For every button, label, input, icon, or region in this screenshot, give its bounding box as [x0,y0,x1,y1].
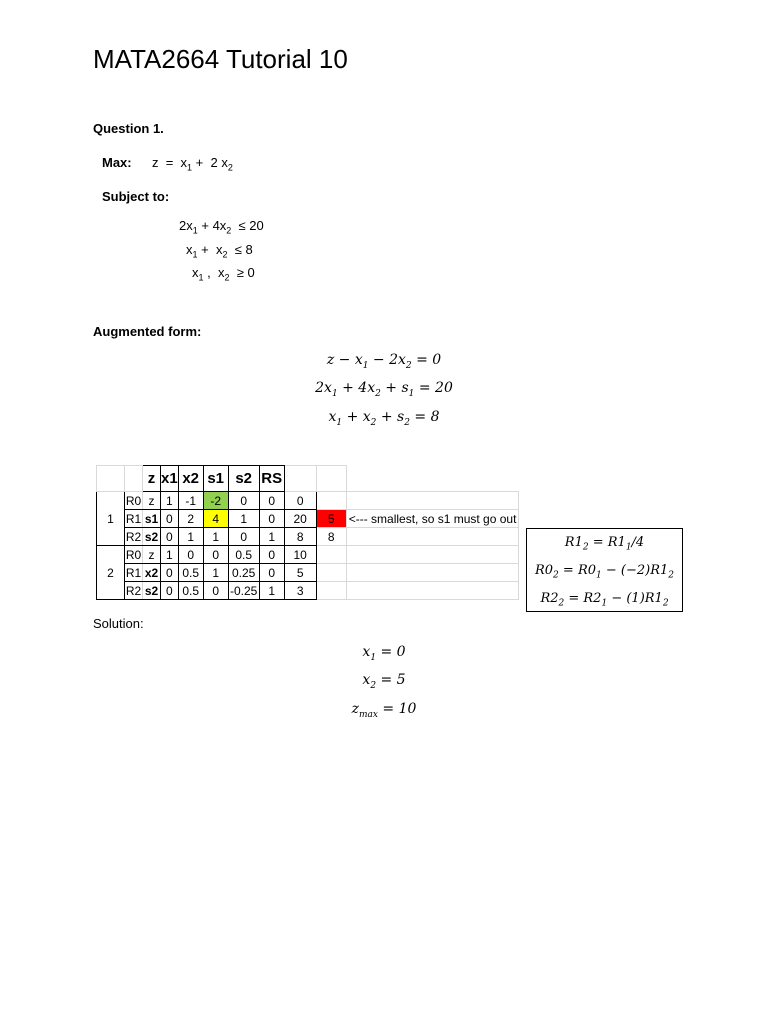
subject-to-label: Subject to: [102,189,170,204]
column-header-z: z [143,466,161,492]
iteration-label: 1 [97,492,125,546]
row-operations-box [526,528,683,612]
row-label: R0 [125,493,142,508]
row-label: R2 [125,529,142,544]
cell-rs: 20 [284,510,316,528]
cell-s1: 0 [228,492,259,510]
augmented-eq-1: $z - x_1 - 2x_2 = 0$ [326,352,442,371]
tableau-row [97,528,519,546]
row-label: R2 [125,583,142,598]
basic-variable: s1 [143,510,161,528]
column-header-s2: s2 [228,466,259,492]
cell-rs: 3 [284,582,316,600]
cell-s1: 0.5 [228,546,259,564]
cell-s2: 0 [259,546,284,564]
page-title: MATA2664 Tutorial 10 [93,44,348,74]
ratio-note [346,492,518,510]
cell-z: 0 [161,528,179,546]
cell-s1: 1 [228,510,259,528]
basic-variable: s2 [143,528,161,546]
cell-x1: 0.5 [178,582,203,600]
row-op-1: $R1_2 = R1_1/4$ [564,535,645,553]
ratio-cell [316,582,346,600]
tableau-table [96,465,519,600]
cell-z: 0 [161,582,179,600]
column-header-x1: x1 [161,466,179,492]
constraint-nonneg: $x_1$ , $x_2 \ge 0$ [192,265,255,283]
ratio-note [346,582,518,600]
row-label: R1 [125,511,142,526]
ratio-cell: 8 [316,528,346,546]
solution-x1: $x_1 = 0$ [362,644,406,663]
cell-s1: 0 [228,528,259,546]
ratio-note [346,546,518,564]
cell-x2: 0 [203,582,228,600]
constraint-2: $x_1 + x_2 \le 8$ [186,242,253,260]
tableau-row [97,564,519,582]
iteration-label: 2 [97,546,125,600]
ratio-cell: 5 [316,510,346,528]
cell-x2: 1 [203,564,228,582]
simplex-tableau [96,465,519,600]
column-header-rs: RS [259,466,284,492]
column-header-x2: x2 [178,466,203,492]
cell-s2: 0 [259,492,284,510]
header-blank [284,466,316,492]
cell-rs: 0 [284,492,316,510]
tableau-row [97,546,519,564]
cell-z: 0 [161,564,179,582]
cell-x2: 4 [203,510,228,528]
ratio-note [346,528,518,546]
row-label: R1 [125,565,142,580]
ratio-cell [316,564,346,582]
cell-s2: 1 [259,582,284,600]
cell-x2: 0 [203,546,228,564]
augmented-eq-3: $x_1 + x_2 + s_2 = 8$ [328,409,440,428]
cell-z: 1 [161,492,179,510]
basic-variable: s2 [143,582,161,600]
cell-rs: 8 [284,528,316,546]
cell-x1: 1 [178,528,203,546]
column-header-s1: s1 [203,466,228,492]
cell-s2: 0 [259,564,284,582]
cell-x2: -2 [203,492,228,510]
augmented-heading: Augmented form: [93,324,202,339]
cell-s1: 0.25 [228,564,259,582]
header-blank [97,466,125,492]
basic-variable: z [143,492,161,510]
solution-zmax: $z_{max} = 10$ [351,701,417,720]
header-blank [316,466,346,492]
constraint-1: $2x_1 + 4x_2 \le 20$ [179,218,264,236]
cell-rs: 5 [284,564,316,582]
cell-z: 0 [161,510,179,528]
cell-x1: 0.5 [178,564,203,582]
header-blank [125,466,143,492]
ratio-note: <--- smallest, so s1 must go out [346,510,518,528]
solution-x2: $x_2 = 5$ [362,672,406,691]
cell-rs: 10 [284,546,316,564]
ratio-cell [316,492,346,510]
cell-x1: 0 [178,546,203,564]
question-heading: Question 1. [93,121,164,136]
cell-s2: 1 [259,528,284,546]
ratio-cell [316,546,346,564]
tableau-row [97,492,519,510]
tableau-row [97,510,519,528]
augmented-eq-2: $2x_1 + 4x_2 + s_1 = 20$ [315,380,453,399]
tableau-row [97,582,519,600]
solution-heading: Solution: [93,616,144,631]
cell-s2: 0 [259,510,284,528]
cell-x1: -1 [178,492,203,510]
cell-x2: 1 [203,528,228,546]
row-op-2: $R0_2 = R0_1 - (-2)R1_2$ [534,563,674,581]
cell-s1: -0.25 [230,583,258,598]
objective-function: $z = x_1 + 2$ $x_2$ [152,155,233,173]
row-label: R0 [125,547,142,562]
basic-variable: z [143,546,161,564]
basic-variable: x2 [143,564,161,582]
tableau-header-row [97,466,519,492]
cell-z: 1 [161,546,179,564]
cell-x1: 2 [178,510,203,528]
ratio-note [346,564,518,582]
objective-label: Max: [102,155,132,170]
row-op-3: $R2_2 = R2_1 - (1)R1_2$ [540,591,669,609]
